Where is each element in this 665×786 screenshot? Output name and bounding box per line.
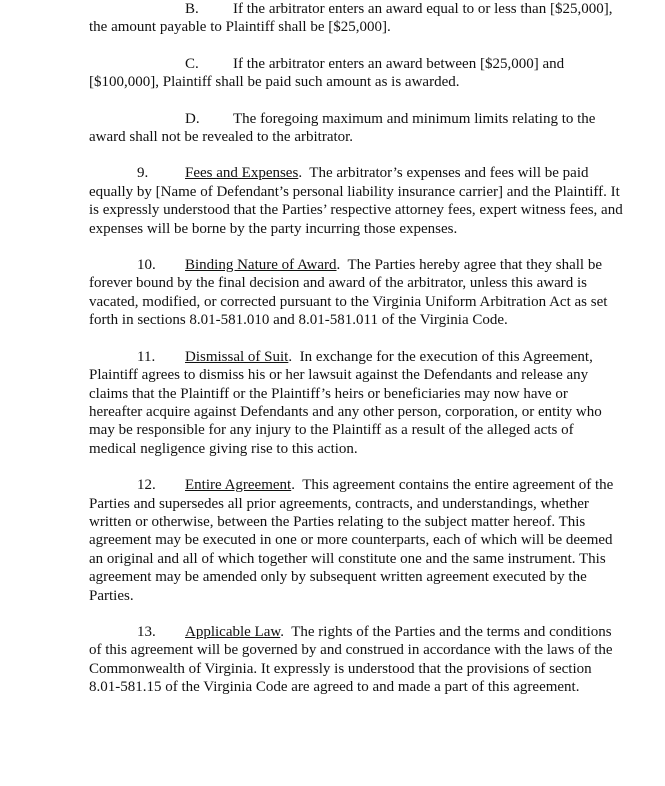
section-text: The rights of the Parties and the terms and conditions of this agreement will be governed by and construed in accordance with the laws of the Commonwealth of Virginia. It expressly is understood that the provisions of section 8.01-581.15 of the Virginia Code are agreed to and made a part of this agreement. — [89, 623, 613, 696]
paragraph-number: B. — [185, 1, 199, 17]
paragraph-number: C. — [185, 55, 199, 72]
section-13-applicable-law: 13. Applicable Law. The rights of the Parties and the terms and conditions of this agreement will be governed by and construed in accordance with the laws of the Commonwealth of Virginia. It expressly is understood that the provisions of section 8.01-581.15 of the Virginia Code are agreed to and made a part of this agreement. — [89, 623, 613, 696]
section-heading: Applicable Law — [185, 623, 281, 640]
section-number: 12. — [137, 477, 156, 494]
paragraph-text: If the arbitrator enters an award equal to or less than [$25,000], the amount payable to Plaintiff shall be [$25,000]. — [89, 1, 613, 36]
paragraph-c — [89, 55, 624, 92]
document-page — [89, 0, 624, 715]
section-12-entire-agreement: 12. Entire Agreement. This agreement contains the entire agreement of the Parties and supersedes all prior agreements, contracts, and understandings, whether written or otherwise, between the Parties relating to the subject matter hereof. This agreement may be executed in one or more counterparts, each of which will be deemed an original and all of which together will constitute one and the same instrument. This agreement may be amended only by subsequent written agreement executed by the Parties. — [89, 477, 614, 604]
paragraph-text: If the arbitrator enters an award between [$25,000] and [$100,000], Plaintiff shall be paid such amount as is awarded. — [89, 55, 565, 91]
section-number: 9. — [137, 165, 149, 182]
paragraph-d — [89, 110, 624, 147]
section-heading: Entire Agreement — [185, 477, 292, 494]
section-heading: Fees and Expenses — [185, 165, 299, 182]
section-10-binding-nature: 10. Binding Nature of Award. The Parties hereby agree that they shall be forever bound by the final decision and award of the arbitrator, unless this award is vacated, modified, or corrected pursuant to the Virginia Uniform Arbitration Act as set forth in sections 8.01-581.010 and 8.01-581.011 of the Virginia Code. — [89, 257, 608, 329]
section-number: 10. — [137, 257, 156, 274]
section-text: The Parties hereby agree that they shall be forever bound by the final decision and award of the arbitrator, unless this award is vacated, modified, or corrected pursuant to the Virginia Uniform Arbitration Act as set forth in sections 8.01-581.010 and 8.01-581.011 of the Virginia Code. — [89, 257, 608, 329]
section-9-fees-and-expenses: 9. Fees and Expenses. The arbitrator’s expenses and fees will be paid equally by [Name of Defendant’s personal liability insurance carrier] and the Plaintiff. It is expressly understood that the Parties’ respective attorney fees, expert witness fees, and expenses will be borne by the party incurring those expenses. — [89, 165, 623, 237]
section-heading: Binding Nature of Award — [185, 257, 337, 274]
section-11-dismissal-of-suit: 11. Dismissal of Suit. In exchange for the execution of this Agreement, Plaintiff agrees to dismiss his or her lawsuit against the Defendants and release any claims that the Plaintiff or the Plaintiff’s heirs or beneficiaries may now have or hereafter acquire against Defendants and any other person, corporation, or entity who may be responsible for any injury to the Plaintiff as a result of the alleged acts of medical negligence giving rise to this action. — [89, 348, 602, 457]
section-heading: Dismissal of Suit — [185, 348, 289, 365]
paragraph-b — [89, 0, 624, 37]
section-text: In exchange for the execution of this Agreement, Plaintiff agrees to dismiss his or her lawsuit against the Defendants and release any claims that the Plaintiff or the Plaintiff’s heirs or beneficiaries may now have or hereafter acquire against Defendants and any other person, corporation, or entity who may be responsible for any injury to the Plaintiff as a result of the alleged acts of medical negligence giving rise to this action. — [89, 348, 602, 457]
section-text: The arbitrator’s expenses and fees will be paid equally by [Name of Defendant’s personal liability insurance carrier] and the Plaintiff. It is expressly understood that the Parties’ respective attorney fees, expert witness fees, and expenses will be borne by the party incurring those expenses. — [89, 165, 623, 237]
paragraph-number: D. — [185, 110, 200, 127]
section-text: This agreement contains the entire agreement of the Parties and supersedes all prior agreements, contracts, and understandings, whether written or otherwise, between the Parties relating to the subject matter hereof. This agreement may be executed in one or more counterparts, each of which will be deemed an original and all of which together will constitute one and the same instrument. This agreement may be amended only by subsequent written agreement executed by the Parties. — [89, 477, 614, 604]
section-number: 13. — [137, 623, 156, 640]
section-number: 11. — [137, 348, 156, 365]
paragraph-text: The foregoing maximum and minimum limits relating to the award shall not be revealed to the arbitrator. — [89, 110, 596, 146]
